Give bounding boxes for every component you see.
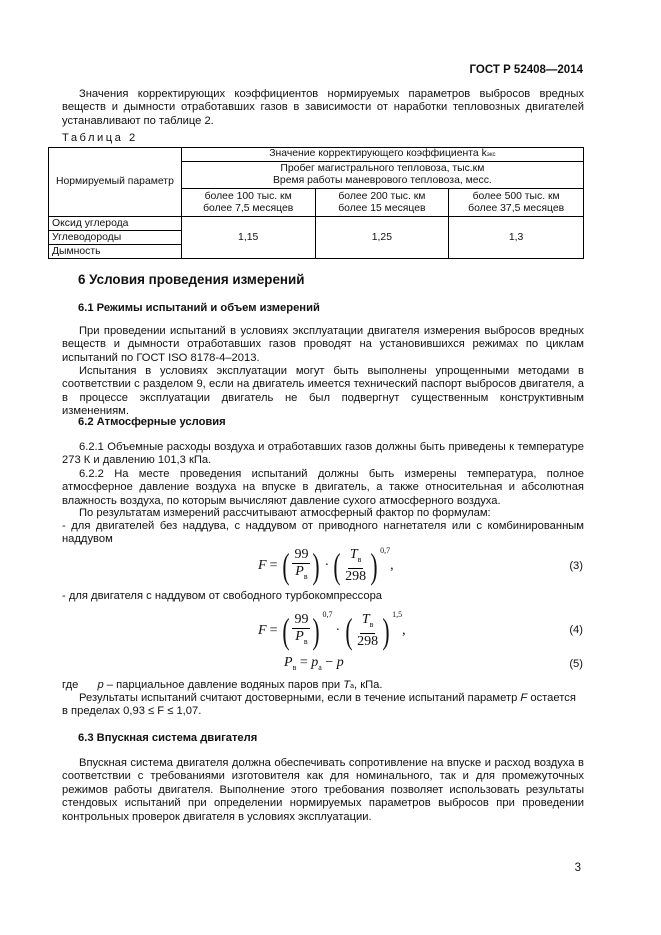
table-caption: Таблица 2 [62,132,138,144]
where-line: где p – парциальное давление водяных паров при Tа, кПа. [62,679,383,691]
formula-3-num1: 99 [294,547,309,563]
section-6-title: 6 Условия проведения измерений [78,272,305,287]
s622-paragraph: 6.2.2 На месте проведения испытаний должны быть измерены температура, полное атмосферное давление воздуха на впуске в двигатель, а также относительная и абсолютная влажность воздуха, по которым вычисляют давление сухого атмосферного воздуха. [62,468,584,507]
formula-4-num1: 99 [294,612,309,628]
results-range: в пределах 0,93 ≤ F ≤ 1,07. [62,705,202,717]
intro-paragraph: Значения корректирующих коэффициентов нормируемых параметров выбросов вредных веществ и дымности отработавших газов в зависимости от наработки тепловозных двигателей устанавливают по таблице 2. [62,88,584,127]
row-label-hc: Углеводороды [49,231,182,245]
col-header-2: более 200 тыс. км более 15 месяцев [315,189,449,217]
formula-4-exp2: 1,5 [392,610,403,619]
section-6-1-title: 6.1 Режимы испытаний и объем измерений [78,302,320,314]
mileage-header: Пробег магистрального тепловоза, тыс.км Время работы маневрового тепловоза, месс. [181,162,583,189]
page-number: 3 [574,862,581,874]
formula-3-exp: 0,7 [380,546,391,555]
value-cell-1: 1,15 [181,217,315,259]
formula-3: F = ( $\frac{99}{P_в}$ ) · ( $\frac{T_в}{298}$ ) 0,7 , [258,546,394,586]
formula-4: F = ( $\frac{99}{P_в}$ ) 0,7 · ( $\frac{T_в}{298}$ ) 1,5 , [258,610,406,651]
s61-paragraph-1: При проведении испытаний в условиях эксплуатации двигателя измерения выбросов вредных веществ и дымности отработавших газов проводят на установившихся режимах по циклам испытаний по ГОСТ ISO 8178-4–2013. [62,325,584,364]
formula-3-den2: 298 [345,568,367,584]
section-6-3-title: 6.3 Впускная система двигателя [78,732,258,744]
formula-4-den2: 298 [357,633,379,649]
formula-3-number: (3) [569,560,583,572]
s63-paragraph: Впускная система двигателя должна обеспечивать сопротивление на впуске и расход воздуха в соответствии с требованиями изготовителя как для номинального, так и для промежуточных режимов работы двигателя. Выполнение этого требования позволяет использовать результаты стендовых испытаний при определении нормируемых параметров выбросов при проведении контрольных проверок двигателя в условиях эксплуатации. [62,757,584,823]
s621-paragraph: 6.2.1 Объемные расходы воздуха и отработавших газов должны быть приведены к температуре 273 К и давлению 101,3 кПа. [62,441,584,467]
formula-4-number: (4) [569,624,583,636]
formula-4-lhs: F [258,623,267,638]
value-cell-3: 1,3 [449,217,584,259]
standard-header: ГОСТ Р 52408—2014 [469,64,583,76]
row-label-co: Оксид углерода [49,217,182,231]
col-header-3: более 500 тыс. км более 37,5 месяцев [449,189,584,217]
row-label-smoke: Дымность [49,245,182,259]
coef-header: Значение корректирующего коэффициента kэкс [181,148,583,162]
s622-formulas-intro: По результатам измерений рассчитывают атмосферный фактор по формулам: [79,507,491,519]
table-2 [48,147,584,259]
section-6-2-title: 6.2 Атмосферные условия [78,416,226,428]
value-cell-2: 1,25 [315,217,449,259]
formula-5: $P_в = p_а - p$ [284,655,344,672]
dash-item-1: - для двигателей без наддува, с наддувом от приводного нагнетателя или с комбинированным наддувом [62,520,584,546]
col-header-1: более 100 тыс. км более 7,5 месяцев [181,189,315,217]
dash-item-2: - для двигателя с наддувом от свободного турбокомпрессора [62,590,383,602]
results-line: Результаты испытаний считают достоверными, если в течение испытаний параметр F остается [79,692,576,704]
formula-4-exp1: 0,7 [322,610,333,619]
param-header: Нормируемый параметр [49,148,182,217]
formula-3-lhs: F [258,558,267,573]
s61-paragraph-2: Испытания в условиях эксплуатации могут быть выполнены упрощенными методами в соответствии с разделом 9, если на двигатель имеется технический паспорт выбросов двигателя, а в процессе эксплуатации двигатель не был подвергнут существенным конструктивным изменениям. [62,365,584,418]
formula-5-number: (5) [569,658,583,670]
